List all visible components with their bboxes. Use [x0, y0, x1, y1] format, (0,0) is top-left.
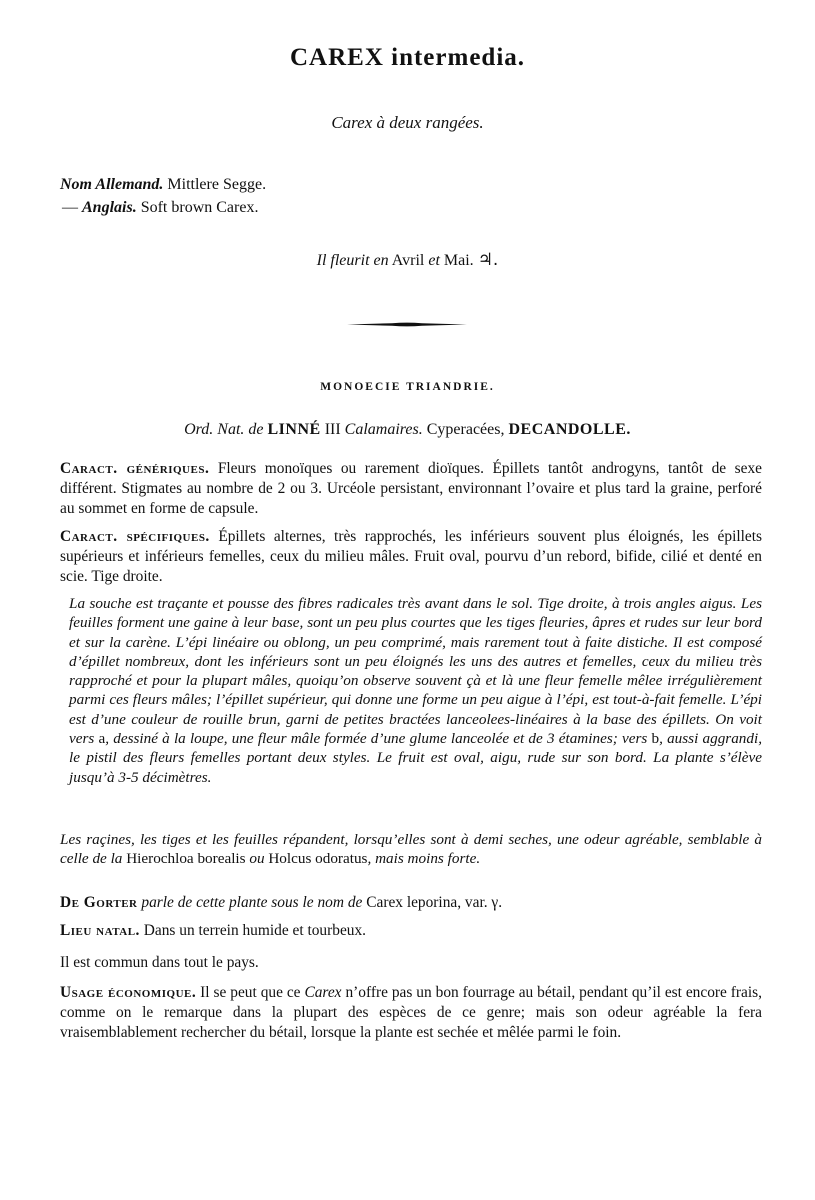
specific-text: Épillets alternes, très rapprochés, les inférieurs souvent plus éloignés, les épillets supérieurs et inférieurs femelles, ceux du milieu mâles. Fruit oval, pourvu d’un rebord, bifide, cilié et denté en scie. Tige droite. [60, 528, 762, 585]
desc2-ou: ou [249, 850, 265, 868]
specific-label: Caract. spécifiques. [60, 528, 210, 545]
usage-carex: Carex [304, 984, 342, 1001]
decandolle-name: DECANDOLLE. [508, 421, 631, 438]
calamaires: Calamaires. [344, 421, 423, 438]
desc2-text-a: Les raçines, les tiges et les feuilles répandent, lorsqu’elles sont à demi seches, une odeur agréable, semblable à celle de la [60, 831, 762, 868]
german-label: Nom Allemand. [60, 176, 164, 193]
natural-order [0, 421, 815, 439]
usage-text-a: Il se peut que ce [200, 984, 301, 1001]
desc-text-b: , dessiné à la loupe, une fleur mâle formée d’une glume lanceolée et de 3 étamines; vers [105, 730, 648, 748]
gorter-carex: Carex leporina, var. γ. [366, 894, 503, 911]
french-name: Carex à deux rangées. [331, 113, 484, 132]
specific-characters [60, 527, 762, 587]
perennial-symbol: ♃. [477, 250, 499, 270]
figure-letter-b: b [651, 730, 660, 748]
lieu-text: Dans un terrein humide et tourbeux. [143, 922, 367, 939]
holcus-name: Holcus odoratus [268, 850, 368, 868]
flowering-time [0, 250, 815, 270]
linnaean-class: MONOECIE TRIANDRIE. [320, 381, 495, 393]
desc-text-a: La souche est traçante et pousse des fibres radicales très avant dans le sol. Tige droite, à trois angles aigus. Les feuilles forment une gaine à leur base, sont un peu plus courtes que les tiges fleuries, âpres et rudes sur leur bord et sur la carène. L’épi linéaire ou oblong, un peu comprimé, mais rarement tout à faite distiche. Il est composé d’épillet nombreux, dont les inférieurs sont un peu éloignés les uns des autres et femelles, ceux du milieu très rapproché et pour la plupart mâles, quoiqu’on observe souvent çà et là une fleur femelle mêlee irrégulièrement parmi ces fleurs mâles; l’épillet supérieur, qui donne une forme un peu aigue à l’épi, est tout-à-fait femelle. L’épi est d’une couleur de rouille brun, garni de petites bractées lanceolees-linéaires à la base des épillets. On voit vers [69, 595, 762, 748]
gorter-name: De Gorter [60, 894, 138, 911]
hierochloa-name: Hierochloa borealis [126, 850, 246, 868]
native-habitat [60, 921, 762, 941]
english-value: Soft brown Carex. [140, 199, 259, 216]
description-paragraph-2 [60, 830, 762, 869]
flowering-en: en [373, 252, 389, 269]
flowering-et: et [428, 252, 440, 269]
cyperacees: Cyperacées, [426, 421, 505, 438]
generic-text: Fleurs monoïques ou rarement dioïques. Épillets tantôt androgyns, tantôt de sexe différent. Stigmates au nombre de 2 ou 3. Urcéole persistant, environnant l’ovaire et plus tard la graine, perforé au sommet en forme de capsule. [60, 460, 762, 517]
german-name-row [60, 173, 266, 196]
common-names [60, 173, 266, 219]
page-title: CAREX intermedia. [289, 44, 526, 71]
flowering-pre: Il fleurit [316, 252, 370, 269]
ornamental-rule [347, 322, 467, 327]
economic-use [60, 983, 762, 1043]
usage-label: Usage économique. [60, 984, 197, 1001]
english-label: Anglais. [82, 199, 137, 216]
gorter-text: parle de cette plante sous le nom de [141, 894, 363, 911]
gorter-note [60, 893, 762, 913]
generic-characters [60, 459, 762, 519]
distribution-note: Il est commun dans tout le pays. [60, 954, 259, 971]
usage-text-b: n’offre pas un bon fourrage au bétail, pendant qu’il est encore frais, comme on le remarque dans la plupart des espèces de ce genre; mais son odeur agréable la fera vraisemblablement rechercher du bétail, lorsque la plante est sechée et mêlée parmi le foin. [60, 984, 762, 1041]
lieu-label: Lieu natal. [60, 922, 140, 939]
flowering-april: Avril [391, 252, 425, 269]
ditto-dash: — [62, 199, 78, 216]
ordnat-number: III [324, 421, 341, 438]
description-paragraph-1 [69, 594, 762, 787]
generic-label: Caract. génériques. [60, 460, 210, 477]
flowering-may: Mai. [443, 252, 474, 269]
desc2-end: , mais moins forte. [367, 850, 481, 868]
german-value: Mittlere Segge. [167, 176, 267, 193]
linne-name: LINNÉ [267, 421, 321, 438]
ordnat-label: Ord. Nat. de [184, 421, 264, 438]
figure-letter-a: a [98, 730, 106, 748]
english-name-row [60, 196, 266, 219]
desc-text-c: , aussi aggrandi, le pistil des fleurs femelles portant deux styles. Le fruit est oval, aigu, rude sur son bord. La plante s’élève jusqu’à 3-5 décimètres. [69, 730, 763, 786]
